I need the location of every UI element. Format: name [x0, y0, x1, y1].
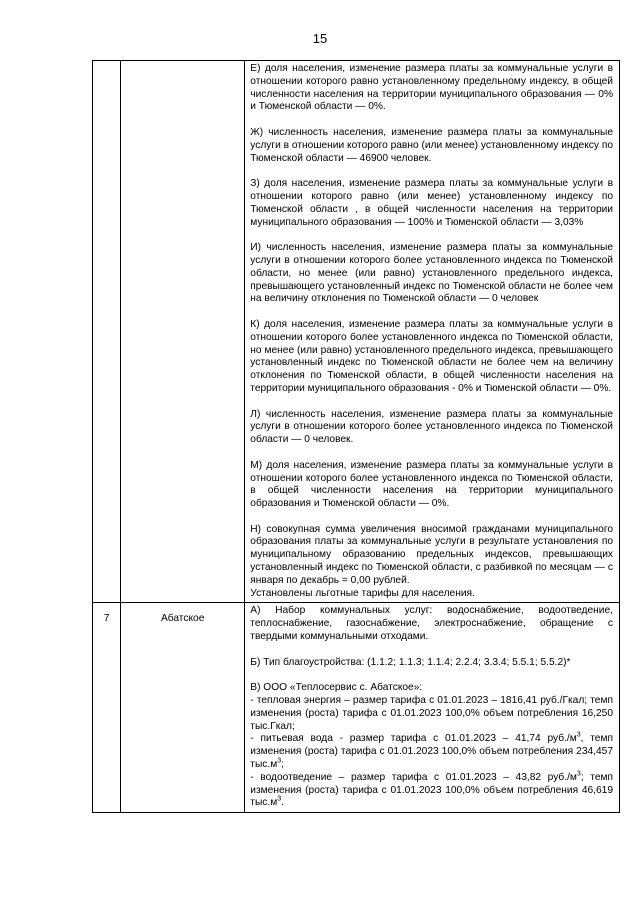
municipality-name-cell	[121, 61, 245, 603]
municipality-name-cell: Абатское	[121, 603, 245, 813]
paragraph-l: Л) численность населения, изменение размера платы за коммунальные услуги в отношении которого более установленного индекса по Тюменской области — 0 человек.	[250, 408, 613, 446]
paragraph-v-company: В) ООО «Теплосервис с. Абатское»:	[250, 682, 423, 694]
paragraph-i: И) численность населения, изменение размера платы за коммунальные услуги в отношении которого более установленного индекса по Тюменской области, но менее (или равно) установленного предельного индекса, превышающего установленный индекс по Тюменской области не более чем на величину отклонения по Тюменской области — 0 человек	[250, 242, 613, 305]
document-table	[92, 60, 620, 813]
paragraph-k: К) доля населения, изменение размера платы за коммунальные услуги в отношении которого более установленного индекса по Тюменской области, но менее (или равно) установленного предельного индекса, превышающего установленный индекс по Тюменской области не более чем на величину отклонения по Тюменской области, в общей численности населения на территории муниципального образования - 0% и Тюменской области — 0%.	[250, 318, 613, 394]
table-row	[93, 61, 620, 603]
table-row	[93, 603, 620, 813]
row-number-cell	[93, 61, 121, 603]
paragraph-a-services: А) Набор коммунальных услуг: водоснабжение, водоотведение, теплоснабжение, газоснабжение, электроснабжение, обращение с твердыми коммунальными отходами.	[250, 605, 613, 643]
paragraph-n: Н) совокупная сумма увеличения вносимой гражданами муниципального образования платы за коммунальные услуги в результате установления по муниципальному образованию предельных индексов, превышающих установленный индекс по Тюменской области, с разбивкой по месяцам — с января по декабрь = 0,00 рублей.	[250, 523, 613, 586]
indicators-cell	[245, 603, 620, 813]
paragraph-e: Е) доля населения, изменение размера платы за коммунальные услуги в отношении которого равно установленному предельному индексу, в общей численности населения на территории муниципального образования — 0% и Тюменской области — 0%.	[250, 63, 613, 113]
paragraph-b-improvement-type: Б) Тип благоустройства: (1.1.2; 1.1.3; 1.1.4; 2.2.4; 3.3.4; 5.5.1; 5.5.2)*	[250, 656, 571, 668]
row-number-cell: 7	[93, 603, 121, 813]
paragraph-z: З) доля населения, изменение размера платы за коммунальные услуги в отношении которого равно (или менее) установленному индексу по Тюменской области , в общей численности населения на территории муниципального образования — 100% и Тюменской области — 3,03%	[250, 178, 613, 228]
indicators-cell	[245, 61, 620, 603]
tariff-water-disposal: - водоотведение – размер тарифа с 01.01.2023 – 43,82 $руб./м^3$; темп изменения (роста) тарифа с 01.01.2023 100,0% объем потребления 46,619 $тыс.м^3$.	[250, 770, 614, 809]
paragraph-zh: Ж) численность населения, изменение размера платы за коммунальные услуги в отношении которого равно (или менее) установленному индексу по Тюменской области — 46900 человек.	[250, 126, 613, 164]
paragraph-m: М) доля населения, изменение размера платы за коммунальные услуги в отношении которого более установленного индекса по Тюменской области, в общей численности населения на территории муниципального образования и Тюменской области — 0%.	[250, 459, 613, 510]
preferential-tariffs-note: Установлены льготные тарифы для населения.	[250, 587, 475, 599]
page-number: 15	[312, 31, 328, 46]
tariff-drinking-water: - питьевая вода - размер тарифа с 01.01.2023 – 41,74 $руб./м^3$, темп изменения (роста) тарифа с 01.01.2023 100,0% объем потребления 234,457 $тыс.м^3$;	[250, 732, 613, 771]
tariff-heat-energy: - тепловая энергия – размер тарифа с 01.01.2023 – 1816,41 руб./Гкал; темп изменения (роста) тарифа с 01.01.2023 100,0% объем потребления 16,250 тыс.Гкал;	[250, 695, 613, 732]
